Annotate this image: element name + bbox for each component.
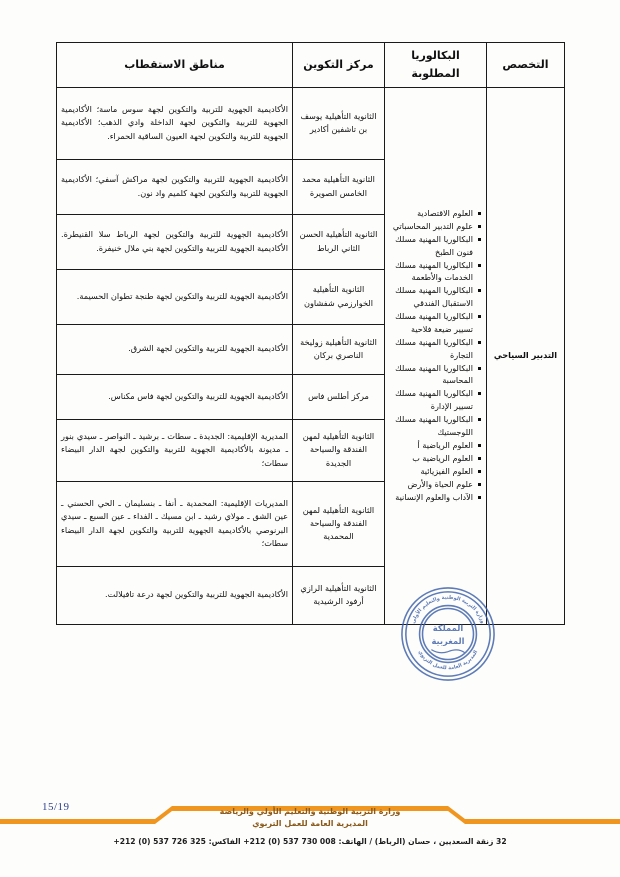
catchment-area-cell: الأكاديمية الجهوية للتربية والتكوين لجهة مراكش آسفي؛ الأكاديمية الجهوية للتربية والتكوين لجهة كلميم واد نون. <box>57 159 293 214</box>
list-item: البكالوريا المهنية مسلك تسيير الإدارة <box>389 387 482 412</box>
fax-label: الفاكس: <box>208 836 241 846</box>
training-center-cell: الثانوية التأهيلية لمهن الفندقة والسياحة المحمدية <box>293 481 385 566</box>
catchment-area-cell: الأكاديمية الجهوية للتربية والتكوين لجهة درعة تافيلالت. <box>57 566 293 624</box>
list-item: العلوم الاقتصادية <box>389 207 482 220</box>
list-item: علوم الحياة والأرض <box>389 478 482 491</box>
list-item: البكالوريا المهنية مسلك فنون الطبخ <box>389 233 482 258</box>
table-body <box>57 87 565 624</box>
svg-text:المغربية: المغربية <box>431 635 465 646</box>
catchment-area-cell: الأكاديمية الجهوية للتربية والتكوين لجهة طنجة تطوان الحسيمة. <box>57 269 293 324</box>
baccalaureate-cell <box>385 87 487 624</box>
list-item: الآداب والعلوم الإنسانية <box>389 491 482 504</box>
list-item: العلوم الفيزيائية <box>389 465 482 478</box>
list-item: البكالوريا المهنية مسلك الخدمات والأطعمة <box>389 259 482 284</box>
directorate-name: المديرية العامة للعمل التربوي <box>252 819 368 828</box>
training-center-cell: الثانوية التأهيلية زوليخة الناصري بركان <box>293 324 385 374</box>
table-row <box>57 87 565 159</box>
list-item: البكالوريا المهنية مسلك المحاسبة <box>389 362 482 387</box>
training-center-cell: الثانوية التأهيلية يوسف بن تاشفين أكادير <box>293 87 385 159</box>
list-item: البكالوريا المهنية مسلك اللوجستيك <box>389 413 482 438</box>
catchment-area-cell: الأكاديمية الجهوية للتربية والتكوين لجهة فاس مكناس. <box>57 374 293 419</box>
page-number: 15/19 <box>42 801 70 813</box>
table-header-row <box>57 43 565 88</box>
list-item: البكالوريا المهنية مسلك تسيير ضيعة فلاحية <box>389 310 482 335</box>
phone-number: +212 (0) 537 730 008 <box>243 836 336 846</box>
specialization-cell: التدبير السياحي <box>487 87 565 624</box>
catchment-area-cell: الأكاديمية الجهوية للتربية والتكوين لجهة الشرق. <box>57 324 293 374</box>
orientation-table <box>56 42 565 625</box>
list-item: العلوم الرياضية أ <box>389 439 482 452</box>
column-header-specialization: التخصص <box>487 43 565 88</box>
orientation-table-container <box>57 42 565 625</box>
contact-line <box>0 837 620 846</box>
training-center-cell: الثانوية التأهيلية الحسن الثاني الرباط <box>293 214 385 269</box>
fax-number: +212 (0) 537 726 325 <box>113 836 206 846</box>
training-center-cell: مركز أطلس فاس <box>293 374 385 419</box>
svg-text:وزارة التربية الوطنية والتعليم: وزارة التربية الوطنية والتعليم الأولي <box>410 594 486 625</box>
catchment-area-cell: المديرية الإقليمية: الجديدة ـ سطات ـ برشيد ـ النواصر ـ سيدي بنور ـ مديونة بالأكاديمية الجهوية للتربية والتكوين لجهة الدار البيضاء سطات؛ <box>57 419 293 481</box>
list-item: البكالوريا المهنية مسلك الاستقبال الفندقي <box>389 284 482 309</box>
training-center-cell: الثانوية التأهيلية الرازي أرفود الرشيدية <box>293 566 385 624</box>
catchment-area-cell: الأكاديمية الجهوية للتربية والتكوين لجهة الرباط سلا القنيطرة. الأكاديمية الجهوية للتربية والتكوين لجهة بني ملال خنيفرة. <box>57 214 293 269</box>
column-header-training-center: مركز التكوين <box>293 43 385 88</box>
address-text: 32 زنقة السعديين ، حسان (الرباط) / الهاتف: <box>338 836 507 846</box>
training-center-cell: الثانوية التأهيلية لمهن الفندقة والسياحة الجديدة <box>293 419 385 481</box>
column-header-catchment-areas: مناطق الاستقطاب <box>57 43 293 88</box>
training-center-cell: الثانوية التأهيلية الخوارزمي شفشاون <box>293 269 385 324</box>
catchment-area-cell: الأكاديمية الجهوية للتربية والتكوين لجهة سوس ماسة؛ الأكاديمية الجهوية للتربية والتكوين لجهة الداخلة وادي الذهب؛ الأكاديمية الجهوية للتربية والتكوين لجهة العيون الساقية الحمراء. <box>57 87 293 159</box>
ministry-name: وزارة التربية الوطنية والتعليم الأولي والرياضة <box>219 807 401 816</box>
list-item: البكالوريا المهنية مسلك التجارة <box>389 336 482 361</box>
svg-text:المملكة: المملكة <box>432 623 464 634</box>
list-item: العلوم الرياضية ب <box>389 452 482 465</box>
catchment-area-cell: المديريات الإقليمية: المحمدية ـ أنفا ـ بنسليمان ـ الحي الحسني ـ عين الشق ـ مولاي رشيد ـ ابن مسيك ـ الفداء ـ عين السبع ـ سيدي البرنوصي بالأكاديمية الجهوية للتربية والتكوين لجهة الدار البيضاء سطات؛ <box>57 481 293 566</box>
training-center-cell: الثانوية التأهيلية محمد الخامس الصويرة <box>293 159 385 214</box>
footer-text-block <box>0 806 620 846</box>
page-footer <box>0 781 620 877</box>
svg-text:المديرية العامة للعمل التربوي: المديرية العامة للعمل التربوي <box>416 649 480 672</box>
list-item: علوم التدبير المحاسباتي <box>389 220 482 233</box>
baccalaureate-list <box>389 207 482 504</box>
table-header <box>57 43 565 88</box>
column-header-required-baccalaureate: البكالوريا المطلوبة <box>385 43 487 88</box>
